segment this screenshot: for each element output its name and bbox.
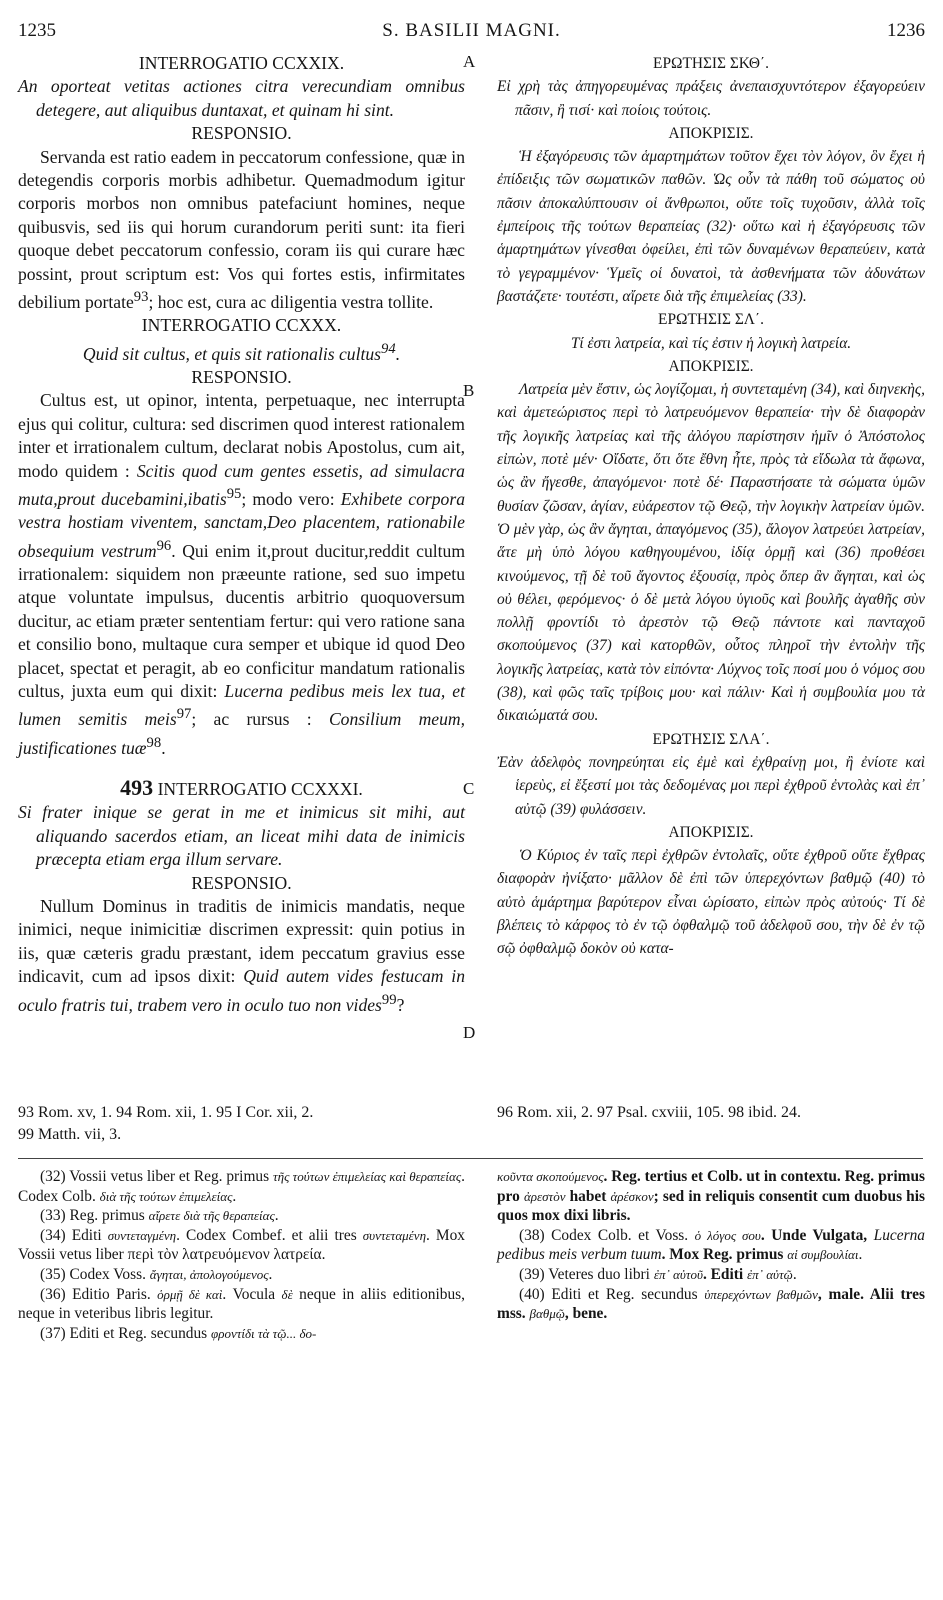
note: κοῦντα σκοπούμενος. Reg. tertius et Colb. ut in contextu. Reg. primus pro ἀρεστὸν habet ἀρέσκον; sed in reliquis consentit cum duobus his quos mox dixi libris. — [497, 1168, 925, 1225]
note: (35) Codex Voss. ἄγηται, ἀπολογούμενος. — [40, 1265, 273, 1283]
footnote-ref-99: 99 — [381, 991, 397, 1008]
note: (36) Editio Paris. ὁρμῇ δὲ καὶ. Vocula δὲ neque in aliis editionibus, neque in veteribus libris legitur. — [18, 1285, 465, 1323]
page-marginal-number: 493 — [120, 774, 154, 800]
q231-heading-text: INTERROGATIO CCXXXI. — [157, 778, 363, 799]
footnote-ref-98: 98 — [146, 734, 162, 751]
footnote-ref-96: 96 — [156, 537, 172, 554]
q230-text-5: . — [161, 737, 166, 758]
greek-column — [497, 52, 925, 961]
greek-q230-response-heading: ΑΠΟΚΡΙΣΙΣ. — [668, 357, 754, 375]
note: (39) Veteres duo libri ἐπ᾽ αὐτοῦ. Editi ἐπ᾽ αὐτῷ. — [519, 1265, 797, 1283]
note: (32) Vossii vetus liber et Reg. primus τῆς τούτων ἐπιμελείας καὶ θεραπείας. Codex Colb. διὰ τῆς τούτων ἐπιμελείας. — [18, 1168, 465, 1205]
note: (38) Codex Colb. et Voss. ὁ λόγος σου. Unde Vulgata, Lucerna pedibus meis verbum tuum. Mox Reg. primus αἱ συμβουλίαι. — [497, 1226, 925, 1264]
q231-heading — [18, 776, 465, 801]
footnotes-left — [18, 1102, 465, 1146]
q230-quote-2: Exhibete corpora vestra hostiam viventem, sanctam,Deo placentem, rationabile obsequium vestrum — [18, 488, 466, 561]
running-title: S. BASILII MAGNI. — [382, 20, 561, 41]
page-number-left: 1235 — [18, 20, 56, 41]
critical-notes-left — [18, 1167, 465, 1343]
note: (33) Reg. primus αἴρετε διὰ τῆς θεραπείας. — [40, 1207, 279, 1225]
q231-end: ? — [396, 994, 405, 1015]
q230-text-1: Cultus est, ut opinor, intenta, perpetuaque, nec interrupta ejus qui colitur, cultura: sed discrimen quod interest rationalem inter et irrationalem cultum, declarat nobis Apostolus, cum ait, modo quidem : — [18, 390, 465, 481]
q230-question: Quid sit cultus, et quis sit rationalis cultus$^{94}$. — [82, 340, 401, 364]
q230-quote-4: Consilium meum, justificationes tuæ — [18, 709, 465, 758]
greek-q229-response-heading: ΑΠΟΚΡΙΣΙΣ. — [668, 124, 754, 142]
footnote-line: 99 Matth. vii, 3. — [18, 1126, 122, 1143]
greek-q230-heading: ΕΡΩΤΗΣΙΣ ΣΛ΄. — [658, 311, 764, 329]
latin-column — [18, 52, 465, 1017]
q230-response-heading: RESPONSIO. — [191, 367, 292, 387]
q231-question: Si frater inique se gerat in me et inimicus sit mihi, aut aliquando sacerdos etiam, an liceat mihi data de inimicis præcepta etiam erga illum servare. — [18, 802, 465, 870]
q231-quote: Quid autem vides festucam in oculo fratris tui, trabem vero in oculo tuo non vides — [18, 966, 465, 1015]
q229-response-heading: RESPONSIO. — [191, 123, 292, 144]
q229-response-end: ; hoc est, cura ac diligentia vestra tollite. — [148, 291, 434, 312]
footnote-ref-93: 93 — [133, 289, 149, 306]
q231-response-text: Nullum Dominus in traditis de inimicis mandatis, neque inimici, neque inimicitiæ discrimen expressit: quin potius in iis, quæ cæteris gradu præstant, idem peccatum gravius esse indicavit, cum ad ipsos dixit: — [18, 895, 465, 987]
q230-text-4: ; ac rursus : — [191, 709, 312, 730]
greek-q230-question: Τί ἐστι λατρεία, καὶ τίς ἐστιν ἡ λογικὴ λατρεία. — [570, 334, 852, 352]
note: (34) Editi συντεταγμένη. Codex Combef. et alii tres συντεταμένη. Mox Vossii vetus liber περὶ τὸν λατρευόμενον λατρεία. — [18, 1226, 465, 1264]
q230-heading: INTERROGATIO CCXXX. — [141, 315, 342, 336]
q230-quote-1: Scitis quod cum gentes essetis, ad simulacra muta,prout ducebamini,ibatis — [18, 460, 465, 509]
page-header — [0, 14, 943, 44]
note: (40) Editi et Reg. secundus ὑπερεχόντων βαθμῶν, male. Alii tres mss. βαθμῷ, bene. — [497, 1285, 925, 1323]
marker-b: B — [463, 381, 475, 400]
marker-d: D — [463, 1023, 476, 1042]
q231-response — [18, 895, 465, 1017]
marker-c: C — [463, 779, 475, 798]
q230-quote-3: Lucerna pedibus meis lex tua, et lumen semitis meis — [18, 681, 465, 730]
footnote-line: 96 Rom. xii, 2. 97 Psal. cxviii, 105. 98 ibid. 24. — [497, 1104, 802, 1121]
footnote-line: 93 Rom. xv, 1. 94 Rom. xii, 1. 95 I Cor. xii, 2. — [18, 1104, 314, 1121]
greek-q231-question: Ἐὰν ἀδελφὸς πονηρεύηται εἰς ἐμὲ καὶ ἐχθραίνῃ μοι, ἢ ἐνίοτε καὶ ἱερεὺς, εἰ ἔξεστί μοι τὰς δεδομένας μοι περὶ ἐχθροῦ ἐντολὰς καὶ ἐπ᾽ αὐτῷ (39) φυλάσσειν. — [497, 753, 925, 818]
greek-q229-question: Εἰ χρὴ τὰς ἀπηγορευμένας πράξεις ἀνεπαισχυντότερον ἐξαγορεύειν πᾶσιν, ἢ τισί· καὶ ποίοις τούτοις. — [497, 78, 925, 119]
footnote-ref-95: 95 — [226, 486, 242, 503]
greek-q230-response: Λατρεία μὲν ἔστιν, ὡς λογίζομαι, ἡ συντεταμένη (34), καὶ διηνεκὴς, καὶ ἀμετεώριστος περὶ τὸ λατρευόμενον θεραπεία· τὴν δὲ διαφορὰν τῆς λογικῆς λατρείας καὶ τῆς ἀλόγου παρίστησιν ἡμῖν ὁ Ἀπόστολος εἰπὼν, ποτὲ μέν· Οἴδατε, ὅτι ὅτε ἔθνη ἦτε, πρὸς τὰ εἴδωλα τὰ ἄφωνα, ὡς ἂν ἤγεσθε, ἀπαγόμενοι· ποτὲ δέ· Παραστήσατε τὰ σώματα ὑμῶν θυσίαν ζῶσαν, ἁγίαν, εὐάρεστον τῷ Θεῷ, τὴν λογικὴν λατρείαν ὑμῶν. Ὁ μὲν γὰρ, ὡς ἂν ἄγηται, ἀπαγόμενος (35), ἄλογον λατρεύει λατρείαν, ἅτε μὴ ὑπὸ λόγου καθηγουμένου, ἰδίᾳ ὁρμῇ καὶ (36) προθέσει κινούμενος, τῇ δὲ τοῦ ἄγοντος ἐξουσίᾳ, πρὸς ὅπερ ἂν ἄγηται, καὶ ὡς οὐ θέλει, φερόμενος· ὁ δὲ μετὰ λόγου ὑγιοῦς καὶ βουλῆς ἀγαθῆς σὺν πολλῇ φροντίδι τὸ ἀρεστὸν τῷ Θεῷ πάντοτε καὶ πανταχοῦ σκοπούμενος (37) καὶ κατορθῶν, οὗτος πληροῖ τὴν ἐντολὴν τῆς λογικῆς λατρείας, κατὰ τὸν εἰπόντα· Λύχνος τοῖς ποσί μου ὁ νόμος σου (38), καὶ φῶς ταῖς τρίβοις μου· καὶ πάλιν· Καὶ ἡ συμβουλία μου τὰ δικαιώματά σου. — [497, 381, 925, 725]
q230-text-2: ; modo vero: — [241, 488, 335, 509]
critical-notes-right — [497, 1167, 925, 1324]
footnotes-right — [497, 1102, 925, 1124]
footnote-ref-94: 94 — [381, 340, 396, 357]
q229-heading: INTERROGATIO CCXXIX. — [138, 53, 345, 73]
greek-q229-heading: ΕΡΩΤΗΣΙΣ ΣΚΘ΄. — [653, 55, 769, 72]
greek-q231-response-heading: ΑΠΟΚΡΙΣΙΣ. — [668, 823, 754, 841]
q230-response — [18, 389, 465, 760]
q229-response-text: Servanda est ratio eadem in peccatorum confessione, quæ in detegendis corporis morbis adhibetur. Quemadmodum igitur corporis morbos non omnibus patefaciunt homines, neque quibusvis, sed iis qui horum curandorum periti sunt: ita fieri quoque debet peccatorum confessio, coram iis qui curare hæc possint, prout scriptum est: Vos qui fortes estis, infirmitates debilium portate — [18, 146, 465, 312]
q230-question-text: Quid sit cultus, et quis sit rationalis cultus — [82, 343, 382, 364]
marker-a: A — [463, 52, 476, 71]
greek-q231-heading: ΕΡΩΤΗΣΙΣ ΣΛΑ΄. — [652, 730, 770, 748]
q230-text-3: . Qui enim it,prout ducitur,reddit cultum irrationalem: siquidem non præeunte ratione, sed suo impetu atque voluntate impulsus, ducentis arbitrio quoquoversum ducitur, ac etiam præter sententiam fertur: qui vero ratione sana et consilio bono, multaque cura semper et ubique id quod Deo placet, spectat et peragit, ab eo conficitur mandatum rationalis cultus, juxta eum qui dixit: — [18, 540, 466, 701]
notes-divider — [18, 1158, 923, 1159]
footnote-ref-97: 97 — [176, 706, 192, 723]
q229-question: An oporteat vetitas actiones citra verecundiam omnibus detegere, aut aliquibus duntaxat, et quinam hi sint. — [18, 76, 465, 120]
page-number-right: 1236 — [887, 20, 925, 41]
greek-q231-response: Ὁ Κύριος ἐν ταῖς περὶ ἐχθρῶν ἐντολαῖς, οὔτε ἐχθροῦ οὔτε ἔχθρας διαφορὰν ἠνίξατο· μᾶλλον δὲ ἐπὶ τῶν ὑπερεχόντων βαθμῷ (40) τὸ αὐτὸ ἁμάρτημα βαρύτερον εἶναι ὡρίσατο, εἰπὼν πρὸς αὐτούς· Τί δὲ βλέπεις τὸ κάρφος τὸ ἐν τῷ ὀφθαλμῷ τοῦ ἀδελφοῦ σου, τὴν δὲ ἐν τῷ σῷ ὀφθαλμῷ δοκὸν οὐ κατα- — [497, 847, 925, 958]
note: (37) Editi et Reg. secundus φροντίδι τὰ τῷ... δο- — [40, 1324, 317, 1342]
q229-response — [18, 146, 465, 315]
greek-q229-response: Ἡ ἐξαγόρευσις τῶν ἁμαρτημάτων τοῦτον ἔχει τὸν λόγον, ὃν ἔχει ἡ ἐπίδειξις τῶν σωματικῶν παθῶν. Ὡς οὖν τὰ πάθη τοῦ σώματος οὐ πᾶσιν ἀποκαλύπτουσιν οἱ ἄνθρωποι, οὔτε τοῖς τυχοῦσιν, ἀλλὰ τοῖς ἐμπείροις τῆς τούτων θεραπείας (32)· οὕτω καὶ ἡ ἐξαγόρευσις τῶν ἁμαρτημάτων γίνεσθαι ὀφείλει, ἐπὶ τῶν δυναμένων θεραπεύειν, κατὰ τὸ γεγραμμένον· Ὑμεῖς οἱ δυνατοὶ, τὰ ἀσθενήματα τῶν ἀδυνάτων βαστάζετε· τουτέστι, αἴρετε διὰ τῆς ἐπιμελείας (33). — [497, 148, 925, 305]
q231-response-heading: RESPONSIO. — [191, 872, 292, 893]
